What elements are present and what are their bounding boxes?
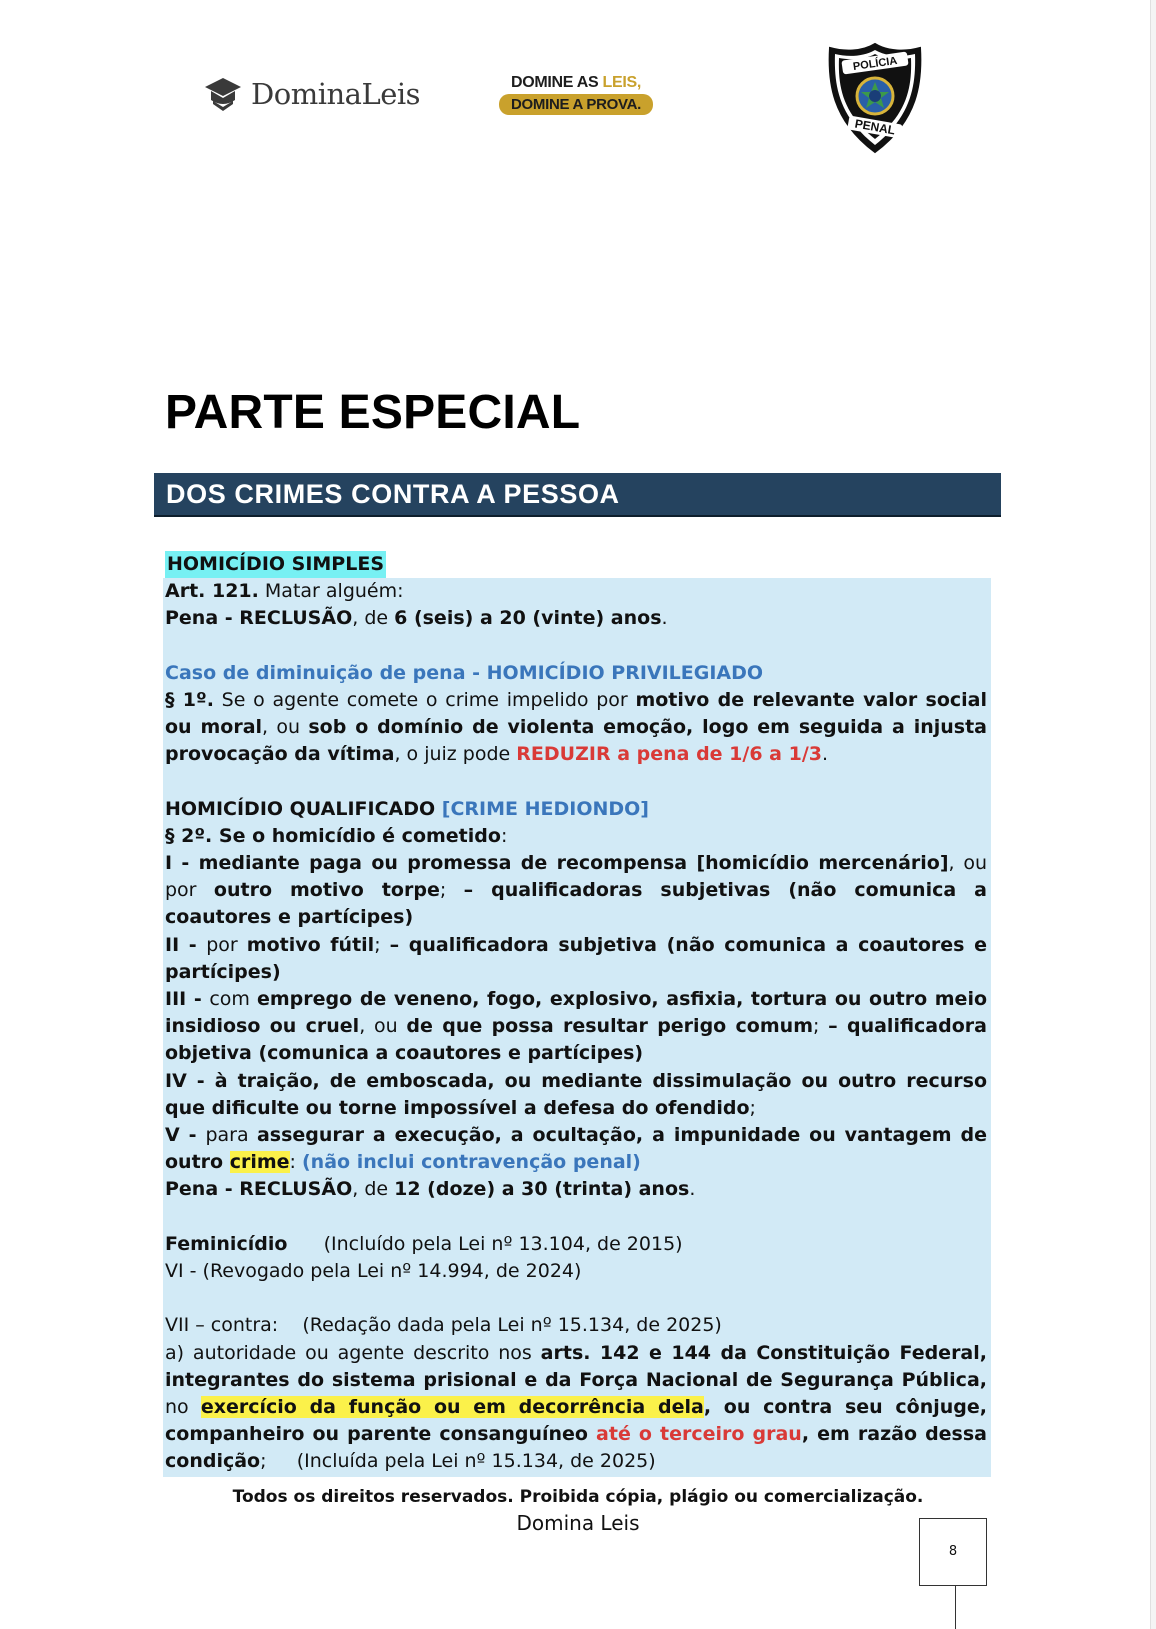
pena-qualificado: Pena - RECLUSÃO, de 12 (doze) a 30 (trinta) anos. bbox=[165, 1178, 696, 1201]
inciso-iii: III - com emprego de veneno, fogo, explosivo, asfixia, tortura ou outro meio insidioso ou cruel, ou de que possa resultar perigo comum; – qualificadora objetiva (comunica a coautores e partícipes) bbox=[165, 988, 988, 1065]
slogan-line1: DOMINE AS LEIS, bbox=[510, 74, 642, 91]
art-121: Art. 121. Matar alguém: bbox=[165, 580, 404, 602]
graduation-cap-icon bbox=[203, 74, 243, 114]
inciso-i: I - mediante paga ou promessa de recompensa [homicídio mercenário], ou por outro motivo torpe; – qualificadoras subjetivas (não comunica a coautores e partícipes) bbox=[165, 852, 988, 929]
section-banner bbox=[154, 473, 1001, 517]
privilegiado-heading: Caso de diminuição de pena - HOMICÍDIO PRIVILEGIADO bbox=[165, 661, 764, 684]
inciso-iv: IV - à traição, de emboscada, ou mediante dissimulação ou outro recurso que dificulte ou torne impossível a defesa do ofendido; bbox=[165, 1069, 987, 1119]
paragrafo-2: § 2º. Se o homicídio é cometido: bbox=[165, 824, 508, 847]
footer-rights: Todos os direitos reservados. Proibida cópia, plágio ou comercialização. bbox=[232, 1487, 924, 1507]
slogan-line2: DOMINE A PROVA. bbox=[499, 94, 653, 115]
inciso-ii: II - por motivo fútil; – qualificadora subjetiva (não comunica a coautores e partícipes) bbox=[165, 933, 987, 983]
dominaleis-logo bbox=[203, 74, 420, 114]
section-banner-text: DOS CRIMES CONTRA A PESSOA bbox=[166, 479, 620, 509]
page-number-line bbox=[955, 1585, 956, 1629]
badge-top-text: POLÍCIA bbox=[852, 54, 899, 74]
feminicidio: Feminicídio (Incluído pela Lei nº 13.104, de 2015) bbox=[165, 1232, 683, 1255]
footer-brand: Domina Leis bbox=[516, 1511, 640, 1535]
page-title: PARTE ESPECIAL bbox=[165, 386, 581, 439]
pena-simples: Pena - RECLUSÃO, de 6 (seis) a 20 (vinte) anos. bbox=[165, 607, 668, 630]
qualificado-heading: HOMICÍDIO QUALIFICADO [CRIME HEDIONDO] bbox=[165, 797, 649, 820]
slogan-logo bbox=[490, 74, 662, 115]
inciso-v: V - para assegurar a execução, a ocultação, a impunidade ou vantagem de outro crime: (não inclui contravenção penal) bbox=[165, 1124, 987, 1174]
logo-text: DominaLeis bbox=[251, 77, 421, 111]
homicidio-simples-heading: HOMICÍDIO SIMPLES bbox=[165, 551, 386, 578]
inciso-vi: VI - (Revogado pela Lei nº 14.994, de 2024) bbox=[165, 1260, 582, 1283]
badge-bottom-text: PENAL bbox=[853, 116, 897, 138]
inciso-vii: VII – contra: (Redação dada pela Lei nº 15.134, de 2025) bbox=[165, 1314, 722, 1337]
policia-penal-badge-icon bbox=[826, 42, 924, 154]
alinea-a: a) autoridade ou agente descrito nos arts. 142 e 144 da Constituição Federal, integrantes do sistema prisional e da Força Nacional de Segurança Pública, no exercício da função ou em decorrência dela, ou contra seu cônjuge, companheiro ou parente consanguíneo até o terceiro grau, em razão dessa condição; (Incluída pela Lei nº 15.134, de 2025) bbox=[165, 1341, 987, 1473]
paragrafo-1: § 1º. Se o agente comete o crime impelido por motivo de relevante valor social ou moral, ou sob o domínio de violenta emoção, logo em seguida a injusta provocação da vítima, o juiz pode REDUZIR a pena de 1/6 a 1/3. bbox=[165, 688, 987, 766]
law-text bbox=[165, 578, 987, 1476]
page-number: 8 bbox=[919, 1518, 987, 1586]
